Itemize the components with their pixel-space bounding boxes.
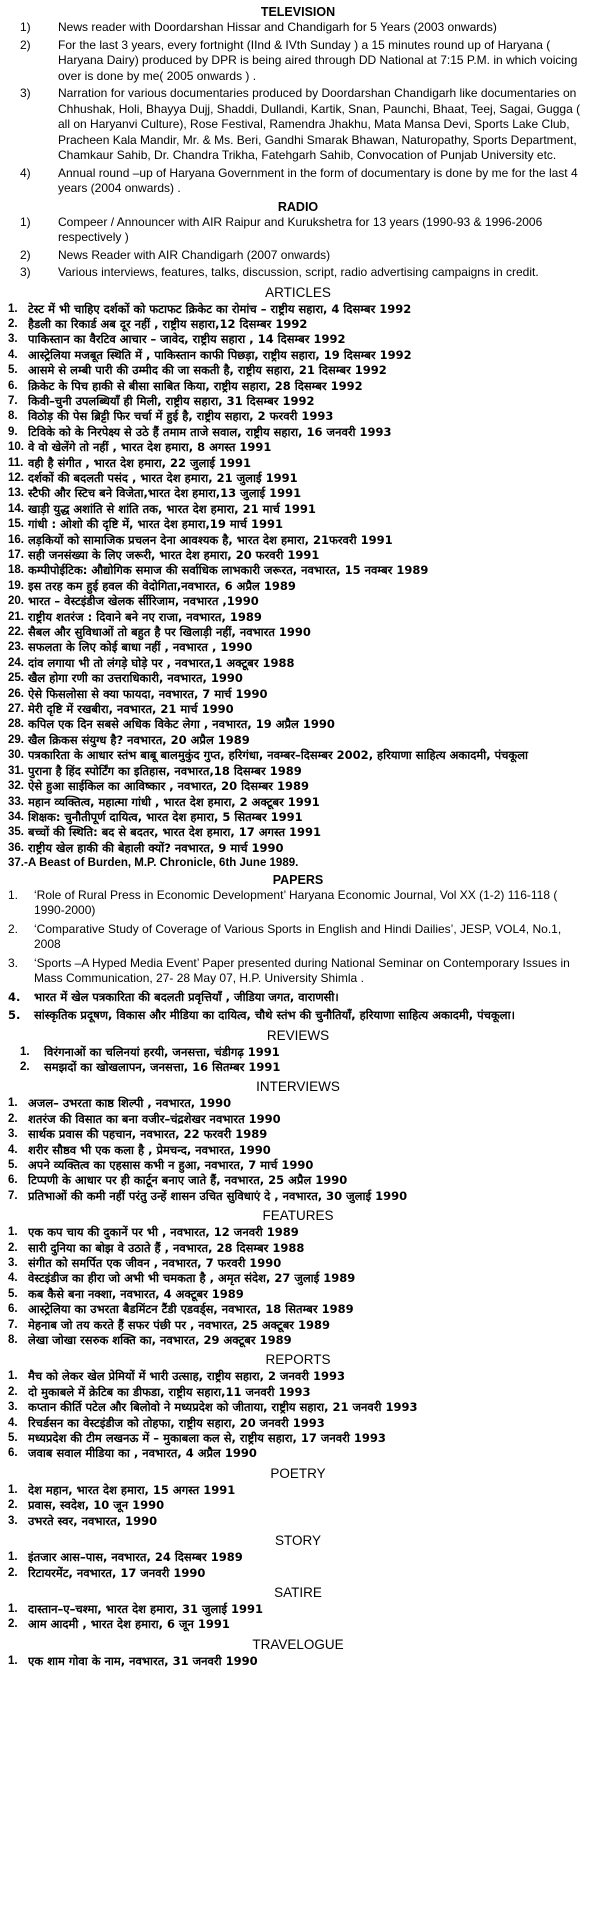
articles-item [6,332,590,347]
articles-item-number: 26. [8,687,24,700]
articles-item-text: इस तरह कम हुई हवल की वेदोगिता,नवभारत, 6 अप्रैल 1989 [28,578,296,593]
articles-item [6,517,590,532]
poetry-item [6,1498,590,1513]
articles-item-number: 17. [8,549,24,561]
radio-item-number: 2) [20,247,31,262]
satire-item-number: 1. [8,1602,18,1615]
papers-item-number: 1. [8,887,19,902]
articles-item-number: 6. [8,379,18,392]
interviews-item-text: टिप्पणी के आधार पर ही कार्टून बनाए जाते हैं, नवभारत, 25 अप्रैल 1990 [28,1173,348,1188]
articles-item-number: 23. [8,641,24,654]
features-item-number: 4. [8,1272,18,1285]
poetry-item-text: देश महान, भारत देश हमारा, 15 अगस्त 1991 [28,1482,236,1497]
features-item-number: 8. [8,1334,18,1347]
section-heading-radio: RADIO [277,199,319,214]
radio-item [6,265,590,281]
television-item-number: 4) [20,165,31,180]
features-list [6,1225,590,1348]
articles-item [6,409,590,424]
articles-item-text: टेस्ट में भी चाहिए दर्शकों को फटाफट क्रिकेट का रोमांच – राष्ट्रीय सहारा, 4 दिसम्बर 1992 [28,301,412,316]
articles-item-text: भारत – वेस्टइंडीज खेलक र्सीरिजाम, नवभारत ,1990 [28,594,259,609]
papers-item-number: 4. [8,989,21,1004]
section-radio [6,199,590,281]
reports-item [6,1431,590,1446]
articles-item-text: कम्पीपोईटिक: औद्योगिक समाज की सर्वाधिक लाभकारी जरूरत, नवभारत, 15 नवम्बर 1989 [28,563,429,578]
satire-item-text: दास्तान–ए–चश्मा, भारत देश हमारा, 31 जुलाई 1991 [28,1601,263,1616]
features-item-text: वेस्टइंडीज का हीरा जो अभी भी चमकता है , अमृत संदेश, 27 जुलाई 1989 [28,1271,356,1286]
interviews-item-number: 5. [8,1158,18,1171]
features-item [6,1256,590,1271]
reviews-item [20,1045,590,1060]
interviews-item-text: सार्थक प्रवास की पहचान, नवभारत, 22 फरवरी 1989 [28,1127,268,1142]
articles-item-number: 25. [8,672,24,685]
articles-item [6,748,590,763]
articles-item [6,702,590,717]
features-item-number: 1. [8,1226,18,1239]
articles-item [6,456,590,471]
interviews-list [6,1096,590,1204]
reviews-list [6,1045,590,1076]
papers-item [6,1008,590,1024]
articles-item-text: पाकिस्तान का वैरटिव आचार – जावेद, राष्ट्रीय सहारा , 14 दिसम्बर 1992 [28,332,346,347]
story-item-number: 2. [8,1566,18,1579]
satire-item-text: आम आदमी , भारत देश हमारा, 6 जून 1991 [28,1617,230,1632]
papers-item-number: 2. [8,921,19,936]
articles-item-text: लड़कियों को सामाजिक प्रचलन देना आवश्यक है, भारत देश हमारा, 21फरवरी 1991 [28,532,393,547]
articles-item-text: वे वो खेलेंगे तो नहीं , भारत देश हमारा, 8 अगस्त 1991 [28,440,272,455]
articles-item [6,671,590,686]
story-item-number: 1. [8,1551,18,1564]
satire-item [6,1602,590,1617]
articles-item-number: 21. [8,610,24,623]
reports-item-text: जवाब सवाल मीडिया का , नवभारत, 4 अप्रैल 1990 [28,1446,257,1461]
articles-item-text: महान व्यक्तित्व, महात्मा गांधी , भारत देश हमारा, 2 अक्टूबर 1991 [28,794,320,809]
interviews-item-text: शरीर सौष्ठव भी एक कला है , प्रेमचन्द, नवभारत, 1990 [28,1142,271,1157]
features-item [6,1241,590,1256]
articles-item [6,717,590,732]
features-item [6,1287,590,1302]
section-heading-satire: SATIRE [274,1584,322,1600]
articles-item-text: खाड़ी युद्ध अशांति से शांति तक, भारत देश हमारा, 21 मार्च 1991 [28,501,316,516]
section-heading-features: FEATURES [262,1208,334,1224]
reports-item [6,1446,590,1461]
reviews-item-number: 2. [20,1060,30,1073]
reports-item-number: 6. [8,1447,18,1460]
articles-item-number: 9. [8,425,18,438]
section-features [6,1207,590,1348]
reports-item [6,1400,590,1415]
papers-item-number: 5. [8,1008,21,1023]
travelogue-item [6,1654,590,1669]
articles-item-number: 12. [8,471,24,484]
television-item [6,166,590,197]
articles-item-number: 7. [8,394,18,407]
radio-item-text: Various interviews, features, talks, discussion, script, radio advertising campaigns in credit. [58,265,539,279]
articles-item-text: राष्ट्रीय खेल हाकी की बेहाली क्यों? नवभारत, 9 मार्च 1990 [28,840,284,855]
interviews-item-text: शतरंज की विसात का बना वजीर–चंद्रशेखर नवभारत 1990 [28,1111,281,1126]
features-item-text: मेहनाब जो तय करते हैं सफर पंछी पर , नवभारत, 25 अक्टूबर 1989 [28,1317,331,1332]
articles-item-text: कपिल एक दिन सबसे अधिक विकेट लेगा , नवभारत, 19 अप्रैल 1990 [28,717,335,732]
interviews-item [6,1143,590,1158]
features-item-text: आस्ट्रेलिया का उभरता बैडमिंटन टैंडी एडवर्ड्स, नवभारत, 18 सितम्बर 1989 [28,1302,354,1317]
features-item [6,1225,590,1240]
television-item-text: For the last 3 years, every fortnight (IInd & IVth Sunday ) a 15 minutes round up of Haryana ( Haryana Dairy) produced by DPR is being aired through DD National at 7:15 P.M. in which voicing over is done by me( 2005 onwards ) . [58,37,578,83]
features-item-number: 7. [8,1318,18,1331]
section-heading-story: STORY [274,1533,322,1549]
section-heading-travelogue: TRAVELOGUE [252,1636,344,1652]
features-item-text: सारी दुनिया का बोझ वे उठाते हैं , नवभारत, 28 दिसम्बर 1988 [28,1240,305,1255]
articles-item-text: मेरी दृष्टि में रखबीरा, नवभारत, 21 मार्च 1990 [28,702,234,717]
reports-item [6,1416,590,1431]
articles-item-text: ऐसे हुआ साईकिल का आविष्कार , नवभारत, 20 दिसम्बर 1989 [28,779,310,794]
story-list [6,1550,590,1581]
articles-item-text: स्टैफी और स्टिच बने विजेता,भारत देश हमारा,13 जुलाई 1991 [28,486,302,501]
articles-item-number: 24. [8,656,24,669]
articles-item-number: 16. [8,533,24,546]
articles-item-text: टिविके को के निरपेक्ष्य से उठे हैं तमाम ताजे सवाल, राष्ट्रीय सहारा, 16 जनवरी 1993 [28,424,392,439]
interviews-item-number: 6. [8,1174,18,1187]
story-item [6,1566,590,1581]
television-item [6,20,590,36]
features-item-number: 6. [8,1303,18,1316]
papers-item-text: ‘Sports –A Hyped Media Event’ Paper presented during National Seminar on Contemporary Issues in Mass Communication, 27- 28 May 07, H.P. University Shimla . [34,955,570,986]
reviews-item-number: 1. [20,1045,30,1058]
satire-item [6,1617,590,1632]
interviews-item-number: 4. [8,1143,18,1156]
section-heading-poetry: POETRY [270,1465,326,1481]
section-television [6,4,590,197]
section-reviews [6,1027,590,1076]
television-item-number: 2) [20,37,31,52]
articles-list [6,302,590,872]
articles-item-number: 8. [8,410,18,423]
poetry-item [6,1514,590,1529]
reviews-item-text: समझदों का खोखलापन, जनसत्ता, 16 सितम्बर 1991 [44,1059,281,1074]
reviews-item-text: विरंगनाओं का चलिनयां हरयी, जनसत्ता, चंडीगढ़ 1991 [44,1044,280,1059]
interviews-item [6,1096,590,1111]
section-interviews [6,1078,590,1204]
television-item [6,86,590,164]
articles-item-text: सही जनसंख्या के लिए जरूरी, भारत देश हमारा, 20 फरवरी 1991 [28,548,320,562]
satire-list [6,1602,590,1633]
articles-item [6,502,590,517]
poetry-item-text: उभरते स्वर, नवभारत, 1990 [28,1513,158,1528]
articles-item-text: आसमे से लम्बी पारी की उम्मीद की जा सकती है, राष्ट्रीय सहारा, 21 दिसम्बर 1992 [28,363,387,378]
poetry-list [6,1483,590,1529]
poetry-item-text: प्रवास, स्वदेश, 10 जून 1990 [28,1498,165,1513]
features-item-number: 5. [8,1287,18,1300]
papers-item-text: भारत में खेल पत्रकारिता की बदलती प्रवृत्तियाँ , जीडिया जगत, वाराणसी। [34,989,339,1004]
articles-item [6,825,590,840]
articles-item-text: सैबल और सुविधाओं तो बहुत है पर खिलाड़ी नहीं, नवभारत 1990 [28,625,311,640]
interviews-item-number: 2. [8,1112,18,1125]
articles-item-text: पुराना है हिंद स्पोर्टिंग का इतिहास, नवभारत,18 दिसम्बर 1989 [28,763,302,778]
section-heading-articles: ARTICLES [265,284,331,300]
interviews-item [6,1112,590,1127]
reports-item-text: मध्यप्रदेश की टीम लखनऊ में – मुकाबला कल से, राष्ट्रीय सहारा, 17 जनवरी 1993 [28,1431,386,1446]
articles-item [6,302,590,317]
features-item-text: लेखा जोखा रसरुक शक्ति का, नवभारत, 29 अक्टूबर 1989 [28,1333,292,1348]
articles-item [6,486,590,501]
articles-item-text: राष्ट्रीय शतरंज : दिवाने बने नए राजा, नवभारत, 1989 [28,609,262,624]
papers-list [6,888,590,1024]
section-travelogue [6,1636,590,1669]
articles-item [6,471,590,486]
articles-item-text: दर्शकों की बदलती पसंद , भारत देश हमारा, 21 जुलाई 1991 [28,470,298,485]
articles-item [6,394,590,409]
articles-item [6,425,590,440]
articles-item-number: 33. [8,795,24,808]
interviews-item-text: प्रतिभाओं की कमी नहीं परंतु उन्हें शासन उचित सुविधाएं दे , नवभारत, 30 जुलाई 1990 [28,1188,408,1203]
articles-item-number: 19. [8,579,24,592]
interviews-item [6,1189,590,1204]
articles-item-text: वही है संगीत , भारत देश हमारा, 22 जुलाई 1991 [28,455,251,470]
articles-item [6,563,590,578]
poetry-item-number: 2. [8,1499,18,1512]
section-heading-papers: PAPERS [272,872,324,887]
features-item [6,1271,590,1286]
articles-item [6,856,590,871]
poetry-item [6,1483,590,1498]
papers-item-number: 3. [8,955,19,970]
section-heading-television: TELEVISION [260,5,336,19]
articles-item-text: शिक्षक: चुनौतीपूर्ण दायित्व, भारत देश हमारा, 5 सितम्बर 1991 [28,809,303,824]
interviews-item-text: अपने व्यक्तित्व का एहसास कभी न हुआ, नवभारत, 7 मार्च 1990 [28,1157,314,1172]
television-item-number: 3) [20,86,31,100]
reports-item-text: दो मुकाबले में क्रेटिब का डीफडा, राष्ट्रीय सहारा,11 जनवरी 1993 [28,1384,311,1399]
articles-item-number: 37.- [8,857,28,870]
articles-item-text: खैल होगा रणी का उत्तराधिकारी, नवभारत, 1990 [28,671,243,686]
television-item-text: News reader with Doordarshan Hissar and Chandigarh for 5 Years (2003 onwards) [58,20,497,34]
articles-item-number: 5. [8,364,18,377]
articles-item [6,533,590,548]
articles-item-number: 32. [8,780,24,793]
articles-item [6,841,590,856]
articles-item [6,379,590,394]
articles-item-number: 36. [8,841,24,854]
articles-item-text: सफलता के लिए कोई बाधा नहीं , नवभारत , 1990 [28,640,253,655]
reports-item-number: 3. [8,1401,18,1414]
articles-item [6,810,590,825]
radio-item-text: Compeer / Announcer with AIR Raipur and Kurukshetra for 13 years (1990-93 & 1996-2006 respectively ) [58,214,543,244]
articles-item [6,348,590,363]
articles-item [6,317,590,332]
section-poetry [6,1465,590,1529]
radio-item-text: News Reader with AIR Chandigarh (2007 onwards) [58,247,331,262]
articles-item-number: 4. [8,348,18,361]
features-item-text: संगीत को समर्पित एक जीवन , नवभारत, 7 फरवरी 1990 [28,1256,282,1270]
articles-item-text: क्रिकेट के पिच हाकी से बीसा साबित किया, राष्ट्रीय सहारा, 28 दिसम्बर 1992 [28,378,363,393]
interviews-item [6,1127,590,1142]
articles-item-text: खैल क्रिकस संयुग्ध है? नवभारत, 20 अप्रैल 1989 [28,732,250,747]
features-item-number: 2. [8,1241,18,1254]
articles-item-number: 11. [8,456,24,469]
radio-item [6,248,590,264]
reports-item-number: 2. [8,1385,18,1398]
features-item-number: 3. [8,1257,18,1269]
section-heading-reviews: REVIEWS [266,1027,330,1043]
articles-item [6,779,590,794]
articles-item-number: 10. [8,441,24,454]
interviews-item-number: 7. [8,1189,18,1202]
features-item [6,1333,590,1348]
articles-item-number: 15. [8,518,24,531]
articles-item-text: दांव लगाया भी तो लंगड़े घोड़े पर , नवभारत,1 अक्टूबर 1988 [28,655,295,670]
articles-item-number: 13. [8,487,24,500]
articles-item [6,687,590,702]
articles-item-number: 1. [8,302,18,315]
interviews-item-number: 3. [8,1128,18,1141]
articles-item-number: 3. [8,333,18,346]
articles-item-number: 22. [8,626,24,639]
articles-item-text: विठोड़ की पेस ब्रिट्टी फिर चर्चा में हुई है, राष्ट्रीय सहारा, 2 फरवरी 1993 [28,409,334,424]
articles-item [6,640,590,655]
radio-list [6,215,590,281]
section-heading-reports: REPORTS [265,1352,331,1368]
television-item-text: Narration for various documentaries produced by Doordarshan Chandigarh like documentaries on Chhushak, Holi, Bhayya Dujj, Shaddi, Dullandi, Kartik, Snan, Paunchi, Bhaat, Teej, Sagai, Gugga ( all on Haryanvi Culture), Rose Festival, Ramendra Jhakhu, Mata Mansa Devi, Sports Lake Club, Pracheen Kala Mandir, Mr. & Ms. Beri, Gandhi Smarak Bhawan, Naturopathy, Sports Department, Chamkaur Sahib, Dr. Chandra Trikha, Fatehgarh Sahib, Convocation of Punjab University etc. [58,86,581,162]
reports-item [6,1369,590,1384]
articles-item-number: 18. [8,564,24,577]
reports-item-text: मैच को लेकर खेल प्रेमियों में भारी उत्साह, राष्ट्रीय सहारा, 2 जनवरी 1993 [28,1369,346,1384]
television-item-text: Annual round –up of Haryana Government in the form of documentary is done by me for the last 4 years (2004 onwards) . [58,165,578,195]
section-reports [6,1351,590,1461]
story-item [6,1550,590,1565]
poetry-item-number: 1. [8,1483,18,1496]
reports-item-number: 5. [8,1432,18,1445]
television-item [6,38,590,85]
articles-item-text: बच्चों की स्थिति: बद से बदतर, भारत देश हमारा, 17 अगस्त 1991 [28,825,322,840]
papers-item [6,922,590,953]
articles-item-text: हैडली का रिकार्ड अब दूर नहीं , राष्ट्रीय सहारा,12 दिसम्बर 1992 [28,316,308,331]
articles-item [6,764,590,779]
radio-item [6,215,590,246]
travelogue-list [6,1654,590,1669]
articles-item-number: 34. [8,810,24,823]
articles-item-text: ऐसे फिसलोसा से क्या फायदा, नवभारत, 7 मार्च 1990 [28,686,268,701]
story-item-text: रिटायरमेंट, नवभारत, 17 जनवरी 1990 [28,1565,206,1580]
papers-item [6,956,590,987]
articles-item-text: आस्ट्रेलिया मजबूत स्थिति में , पाकिस्तान काफी पिछड़ा, राष्ट्रीय सहारा, 19 दिसम्बर 1992 [28,347,412,362]
radio-item-number: 3) [20,265,31,279]
features-item-text: कब कैसे बना नक्शा, नवभारत, 4 अक्टूबर 1989 [28,1286,244,1301]
papers-item-text: सांस्कृतिक प्रदूषण, विकास और मीडिया का दायित्व, चौथे स्तंभ की चुनौतियाँ, हरियाणा साहित्य अकादमी, पंचकूला। [34,1008,515,1023]
section-papers [6,872,590,1024]
travelogue-item-text: एक शाम गोवा के नाम, नवभारत, 31 जनवरी 1990 [28,1653,258,1668]
articles-item-text: गांधी : ओशो की दृष्टि में, भारत देश हमारा,19 मार्च 1991 [28,517,283,532]
articles-item-number: 31. [8,764,24,777]
travelogue-item-number: 1. [8,1654,18,1667]
articles-item [6,548,590,563]
articles-item-text: A Beast of Burden, M.P. Chronicle, 6th June 1989. [28,857,299,870]
articles-item-text: पत्रकारिता के आधार स्तंभ बाबू बालमुकुंद गुप्त, हरिगंधा, नवम्बर–दिसम्बर 2002, हरियाणा साहित्य अकादमी, पंचकूला [28,748,529,763]
articles-item [6,733,590,748]
articles-item-text: किवी–चुनी उपलब्धियाँ ही मिली, राष्ट्रीय सहारा, 31 दिसम्बर 1992 [28,393,315,408]
articles-item [6,610,590,625]
articles-item [6,363,590,378]
section-story [6,1532,590,1581]
radio-item-number: 1) [20,214,31,229]
articles-item-number: 35. [8,826,24,839]
articles-item [6,656,590,671]
articles-item [6,795,590,810]
reviews-item [20,1060,590,1075]
reports-item-text: कप्तान कीर्ति पटेल और बिलोवो ने मध्यप्रदेश को जीताया, राष्ट्रीय सहारा, 21 जनवरी 1993 [28,1400,418,1415]
articles-item-number: 29. [8,733,24,746]
reports-item-number: 4. [8,1416,18,1429]
features-item-text: एक कप चाय की दुकानें पर भी , नवभारत, 12 जनवरी 1989 [28,1225,299,1240]
reports-item-number: 1. [8,1370,18,1383]
interviews-item-text: अजल– उभरता काष्ठ शिल्पी , नवभारत, 1990 [28,1096,232,1111]
television-list [6,20,590,197]
articles-item [6,440,590,455]
section-satire [6,1584,590,1633]
papers-item [6,990,590,1006]
interviews-item-number: 1. [8,1097,18,1110]
features-item [6,1318,590,1333]
papers-item-text: ‘Comparative Study of Coverage of Various Sports in English and Hindi Dailies’, JESP, VOL4, No.1, 2008 [34,921,562,952]
papers-item-text: ‘Role of Rural Press in Economic Development’ Haryana Economic Journal, Vol XX (1-2) 116-118 ( 1990-2000) [34,887,558,918]
television-item-number: 1) [20,20,31,34]
articles-item [6,594,590,609]
section-articles [6,284,590,872]
story-item-text: इंतजार आस–पास, नवभारत, 24 दिसम्बर 1989 [28,1550,243,1565]
articles-item-number: 28. [8,718,24,731]
papers-item [6,888,590,919]
reports-item [6,1385,590,1400]
reports-list [6,1369,590,1461]
articles-item-number: 14. [8,502,24,515]
articles-item-number: 2. [8,317,18,330]
articles-item-number: 20. [8,595,24,608]
articles-item [6,579,590,594]
interviews-item [6,1158,590,1173]
interviews-item [6,1173,590,1188]
poetry-item-number: 3. [8,1514,18,1527]
section-heading-interviews: INTERVIEWS [256,1079,340,1095]
satire-item-number: 2. [8,1618,18,1631]
features-item [6,1302,590,1317]
reports-item-text: रिचर्डसन का वेस्टइंडीज को तोहफा, राष्ट्रीय सहारा, 20 जनवरी 1993 [28,1415,325,1430]
articles-item-number: 30. [8,749,24,762]
articles-item [6,625,590,640]
articles-item-number: 27. [8,703,24,716]
